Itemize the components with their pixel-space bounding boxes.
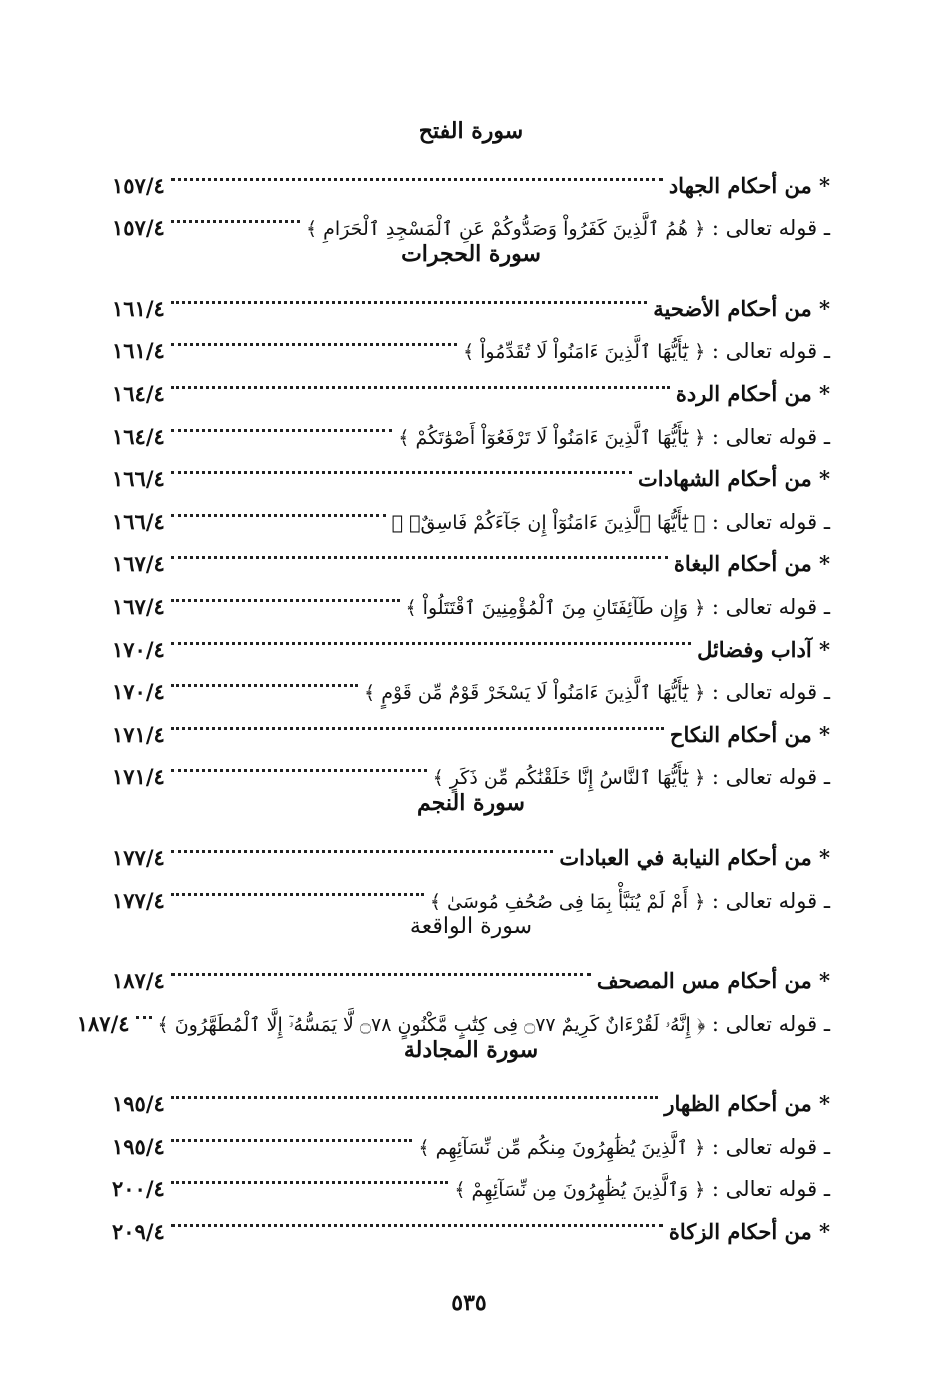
- dot-leader: [171, 571, 400, 614]
- verse-prefix: ـ قوله تعالى :: [711, 1134, 830, 1159]
- quran-verse: ﴿ ٱلَّذِينَ يُظَٰهِرُونَ مِنكُم مِّن نِّسَآئِهِم ﴾: [418, 1136, 706, 1159]
- verse-prefix: ـ قوله تعالى :: [711, 1177, 830, 1202]
- quran-verse: ﴿ إِنَّهُۥ لَقُرْءَانٌ كَرِيمٌ ۝٧٧ فِى كِتَٰبٍ مَّكْنُونٍ ۝٧٨ لَّا يَمَسُّهُۥٓ إِلَّا ٱلْمُطَهَّرُونَ ﴾: [157, 1013, 706, 1036]
- dot-leader: [171, 1111, 413, 1154]
- dot-leader: [171, 529, 668, 572]
- dot-leader: [171, 401, 393, 444]
- dot-leader: [171, 1069, 659, 1112]
- topic-title: * من أحكام الشهادات: [638, 466, 830, 492]
- topic-row: [112, 1069, 830, 1117]
- dot-leader: [171, 486, 386, 529]
- surah-heading: سورة النجم: [417, 790, 525, 817]
- topic-title: * من أحكام النكاح: [669, 721, 830, 747]
- quran-verse: ﴿ يَٰٓأَيُّهَا ٱلَّذِينَ ءَامَنُواْ لَا يَسْخَرْ قَوْمٌ مِّن قَوْمٍ ﴾: [364, 682, 706, 705]
- dot-leader: [171, 699, 664, 742]
- page-reference: ١٦٧/٤: [112, 593, 165, 619]
- page-reference: ١٧٠/٤: [112, 679, 165, 705]
- verse-entry: [306, 207, 830, 251]
- dot-leader: [171, 657, 358, 700]
- topic-row: [112, 273, 830, 321]
- page-reference: ١٧١/٤: [112, 764, 165, 790]
- dot-leader: [136, 988, 152, 1031]
- page-reference: ١٦٦/٤: [112, 466, 165, 492]
- page-reference: ١٦٦/٤: [112, 508, 165, 534]
- surah-heading: سورة الفتح: [418, 118, 524, 144]
- verse-prefix: ـ قوله تعالى :: [711, 216, 830, 241]
- topic-title: * آداب وفضائل: [697, 636, 830, 662]
- verse-prefix: ـ قوله تعالى :: [711, 680, 830, 705]
- dot-leader: [171, 358, 670, 401]
- page-reference: ١٦٤/٤: [112, 423, 165, 449]
- page-reference: ١٥٧/٤: [112, 172, 165, 198]
- dot-leader: [171, 273, 647, 316]
- quran-verse: ﴿ يَٰٓأَيُّهَا ٱلنَّاسُ إِنَّا خَلَقْنَٰكُم مِّن ذَكَرٍ ﴾: [432, 767, 706, 790]
- topic-title: * من أحكام النيابة في العبادات: [559, 844, 830, 870]
- verse-prefix: ـ قوله تعالى :: [711, 509, 830, 534]
- page-reference: ١٨٧/٤: [76, 1010, 130, 1036]
- quran-verse: ﴿ وَٱلَّذِينَ يُظَٰهِرُونَ مِن نِّسَآئِهِمْ ﴾: [454, 1179, 706, 1202]
- quran-verse: ﴿ يَٰٓأَيُّهَا ٱلَّذِينَ ءَامَنُواْ لَا تُقَدِّمُواْ ﴾: [462, 341, 706, 364]
- surah-heading: سورة الحجرات: [401, 241, 541, 268]
- topic-title: * من أحكام الظهار: [664, 1091, 830, 1117]
- verse-prefix: ـ قوله تعالى :: [711, 339, 830, 364]
- page-reference: ١٧٧/٤: [112, 887, 165, 913]
- quran-verse: ﴿ يَٰٓأَيُّهَا ٱلَّذِينَ ءَامَنُواْ لَا تَرْفَعُوٓاْ أَصْوَٰتَكُمْ ﴾: [398, 426, 706, 449]
- page-reference: ١٦١/٤: [112, 295, 165, 321]
- verse-prefix: ـ قوله تعالى :: [711, 888, 830, 913]
- dot-leader: [171, 946, 591, 989]
- dot-leader: [171, 1154, 449, 1197]
- dot-leader: [171, 316, 457, 359]
- page-reference: ١٥٧/٤: [112, 215, 165, 241]
- topic-title: * من أحكام الجهاد: [668, 172, 830, 198]
- page-reference: ١٩٥/٤: [112, 1133, 165, 1159]
- dot-leader: [171, 742, 427, 785]
- page-reference: ١٦٧/٤: [112, 551, 165, 577]
- verse-prefix: ـ قوله تعالى :: [711, 594, 830, 619]
- dot-leader: [171, 444, 632, 487]
- dot-leader: [171, 193, 300, 236]
- topic-title: * من أحكام البغاة: [673, 551, 830, 577]
- dot-leader: [171, 822, 554, 865]
- topic-row: [112, 946, 830, 994]
- page-reference: ١٧٧/٤: [112, 844, 165, 870]
- topic-row: [112, 822, 830, 870]
- verse-prefix: ـ قوله تعالى :: [711, 424, 830, 449]
- surah-heading: سورة الواقعة: [409, 913, 533, 939]
- page-reference: ١٧٠/٤: [112, 636, 165, 662]
- page-reference: ١٦١/٤: [112, 338, 165, 364]
- quran-verse: ﴿ أَمْ لَمْ يُنَبَّأْ بِمَا فِى صُحُفِ مُوسَىٰ ﴾: [429, 890, 706, 913]
- page-reference: ٢٠٩/٤: [112, 1219, 165, 1245]
- dot-leader: [171, 150, 663, 193]
- page-reference: ١٩٥/٤: [112, 1091, 165, 1117]
- dot-leader: [171, 614, 691, 657]
- quran-verse: ﴿ يَٰٓأَيُّهَا ٱلَّذِينَ ءَامَنُوٓاْ إِن جَآءَكُمْ فَاسِقٌۢ ﴾: [391, 511, 706, 534]
- table-of-contents: [76, 112, 830, 1245]
- verse-prefix: ـ قوله تعالى :: [711, 1011, 830, 1036]
- page-reference: ٢٠٠/٤: [112, 1176, 165, 1202]
- dot-leader: [171, 865, 424, 908]
- topic-title: * من أحكام الأضحية: [653, 295, 830, 321]
- verse-prefix: ـ قوله تعالى :: [711, 765, 830, 790]
- topic-row: [112, 150, 830, 198]
- topic-title: * من أحكام الردة: [675, 380, 830, 406]
- page-reference: ١٧١/٤: [112, 721, 165, 747]
- topic-title: * من أحكام مس المصحف: [596, 968, 830, 994]
- dot-leader: [171, 1196, 663, 1239]
- surah-heading: سورة المجادلة: [403, 1036, 539, 1063]
- page-reference: ١٦٤/٤: [112, 380, 165, 406]
- quran-verse: ﴿ هُمُ ٱلَّذِينَ كَفَرُواْ وَصَدُّوكُمْ عَنِ ٱلْمَسْجِدِ ٱلْحَرَامِ ﴾: [305, 218, 706, 241]
- quran-verse: ﴿ وَإِن طَآئِفَتَانِ مِنَ ٱلْمُؤْمِنِينَ ٱقْتَتَلُواْ ﴾: [405, 596, 706, 619]
- page-reference: ١٨٧/٤: [112, 968, 165, 994]
- topic-title: * من أحكام الزكاة: [668, 1219, 830, 1245]
- verse-entry: [418, 1126, 830, 1170]
- page-number: ٥٣٥: [451, 1290, 487, 1316]
